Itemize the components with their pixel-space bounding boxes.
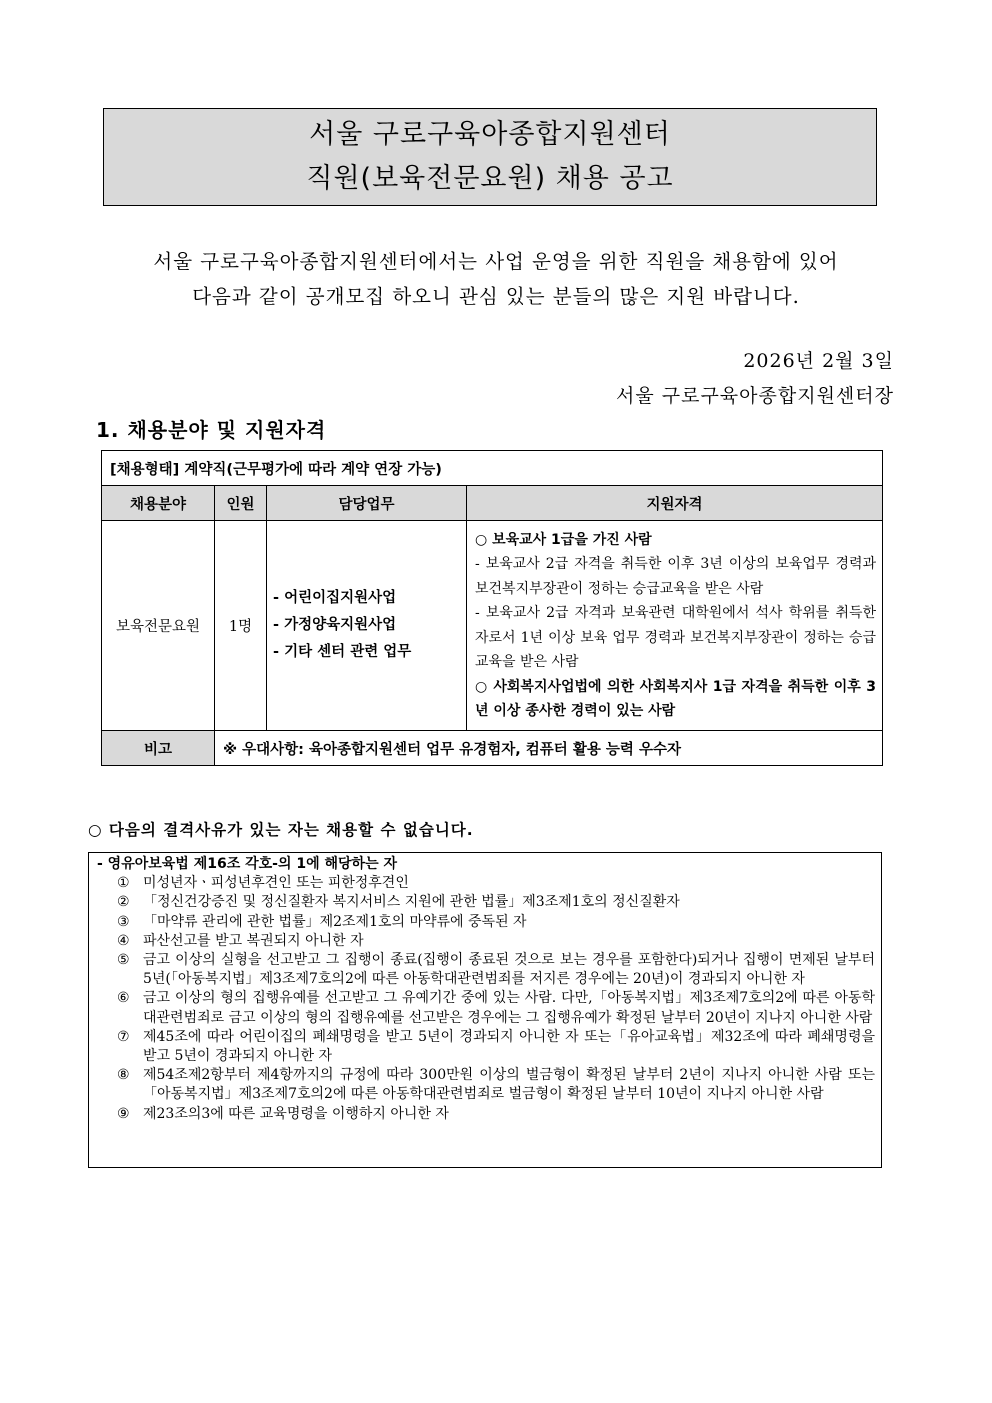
disqualification-item xyxy=(95,1066,875,1104)
duty-item: - 기타 센터 관련 업무 xyxy=(273,644,412,660)
disqualification-item xyxy=(95,913,875,932)
qualification-subitem: - 보육교사 2급 자격을 취득한 이후 3년 이상의 보육업무 경력과 보건복지부장관이 정하는 승급교육을 받은 사람 xyxy=(475,556,877,597)
count-cell: 1명 xyxy=(215,521,267,731)
duty-item: - 가정양육지원사업 xyxy=(273,617,397,633)
issuing-organization: 서울 구로구육아종합지원센터장 xyxy=(616,385,894,407)
qualification-item: ○ 보육교사 1급을 가진 사람 xyxy=(475,531,652,548)
title-line-2: 직원(보육전문요원) 채용 공고 xyxy=(306,163,674,194)
employment-type-cell: [채용형태] 계약직(근무평가에 따라 계약 연장 가능) xyxy=(102,451,883,486)
note-text: ※ 우대사항: 육아종합지원센터 업무 유경험자, 컴퓨터 활용 능력 우수자 xyxy=(215,731,883,766)
item-text: 「정신건강증진 및 정신질환자 복지서비스 지원에 관한 법률」제3조제1호의 정신질환자 xyxy=(143,894,680,911)
disqualification-box xyxy=(88,852,882,1168)
header-duties: 담당업무 xyxy=(267,486,467,521)
duty-item: - 어린이집지원사업 xyxy=(273,590,397,606)
notice-date: 2026년 2월 3일 xyxy=(743,350,894,372)
disqualification-item xyxy=(95,1105,875,1124)
disqualification-title: ○ 다음의 결격사유가 있는 자는 채용할 수 없습니다. xyxy=(88,821,474,839)
disqualification-item xyxy=(95,893,875,912)
recruitment-table xyxy=(101,450,883,766)
duties-cell xyxy=(267,521,467,731)
item-text: 파산선고를 받고 복권되지 아니한 자 xyxy=(143,932,364,949)
item-text: 금고 이상의 형의 집행유예를 선고받고 그 유예기간 중에 있는 사람. 다만,「아동복지법」제3조제7호의2에 따른 아동학대관련범죄로 금고 이상의 형의 집행유예를 선고받은 경우에는 그 집행유예가 확정된 날부터 20년이 지나지 아니한 사람 xyxy=(143,990,875,1026)
item-number: ⑧ xyxy=(117,1067,130,1084)
disqualification-item xyxy=(95,1028,875,1066)
disqualification-heading: - 영유아보육법 제16조 각호-의 1에 해당하는 자 xyxy=(97,856,397,872)
item-text: 제45조에 따라 어린이집의 폐쇄명령을 받고 5년이 경과되지 아니한 자 또는「유아교육법」제32조에 따라 폐쇄명령을 받고 5년이 경과되지 아니한 자 xyxy=(143,1028,875,1065)
item-text: 미성년자ㆍ피성년후견인 또는 피한정후견인 xyxy=(143,875,409,892)
item-number: ⑤ xyxy=(117,952,130,969)
qualification-subitem: - 보육교사 2급 자격과 보육관련 대학원에서 석사 학위를 취득한 자로서 1년 이상 보육 업무 경력과 보건복지부장관이 정하는 승급교육을 받은 사람 xyxy=(475,605,877,670)
item-text: 제54조제2항부터 제4항까지의 규정에 따라 300만원 이상의 벌금형이 확정된 날부터 2년이 지나지 아니한 사람 또는「아동복지법」제3조제7호의2에 따른 아동학대관련범죄로 벌금형이 확정된 날부터 10년이 지나지 아니한 사람 xyxy=(143,1067,875,1103)
item-number: ① xyxy=(117,875,130,892)
disqualification-item xyxy=(95,989,875,1027)
item-text: 금고 이상의 실형을 선고받고 그 집행이 종료(집행이 종료된 것으로 보는 경우를 포함한다)되거나 집행이 면제된 날부터 5년(「아동복지법」제3조제7호의2에 따른 아동학대관련범죄를 저지른 경우에는 20년)이 경과되지 아니한 자 xyxy=(143,952,875,988)
field-cell: 보육전문요원 xyxy=(102,521,215,731)
header-field: 채용분야 xyxy=(102,486,215,521)
item-text: 「마약류 관리에 관한 법률」제2조제1호의 마약류에 중독된 자 xyxy=(143,913,527,930)
item-number: ⑨ xyxy=(117,1105,130,1122)
notice-title-box xyxy=(103,108,877,206)
item-number: ④ xyxy=(117,932,130,949)
disqualification-item xyxy=(95,951,875,989)
section-1-title: 1. 채용분야 및 지원자격 xyxy=(96,418,327,442)
qualification-item: ○ 사회복지사업법에 의한 사회복지사 1급 자격을 취득한 이후 3년 이상 종사한 경력이 있는 사람 xyxy=(475,678,877,719)
item-number: ⑦ xyxy=(117,1028,130,1045)
header-count: 인원 xyxy=(215,486,267,521)
item-number: ③ xyxy=(117,913,130,930)
header-qualifications: 지원자격 xyxy=(467,486,883,521)
title-line-1: 서울 구로구육아종합지원센터 xyxy=(309,119,671,150)
disqualification-item xyxy=(95,874,875,893)
disqualification-item xyxy=(95,932,875,951)
item-text: 제23조의3에 따른 교육명령을 이행하지 아니한 자 xyxy=(143,1105,449,1122)
intro-paragraph xyxy=(80,244,912,314)
intro-line-2: 다음과 같이 공개모집 하오니 관심 있는 분들의 많은 지원 바랍니다. xyxy=(192,285,800,308)
item-number: ② xyxy=(117,894,130,911)
item-number: ⑥ xyxy=(117,990,130,1007)
qualifications-cell xyxy=(467,521,883,731)
note-label: 비고 xyxy=(102,731,215,766)
intro-line-1: 서울 구로구육아종합지원센터에서는 사업 운영을 위한 직원을 채용함에 있어 xyxy=(153,250,839,273)
